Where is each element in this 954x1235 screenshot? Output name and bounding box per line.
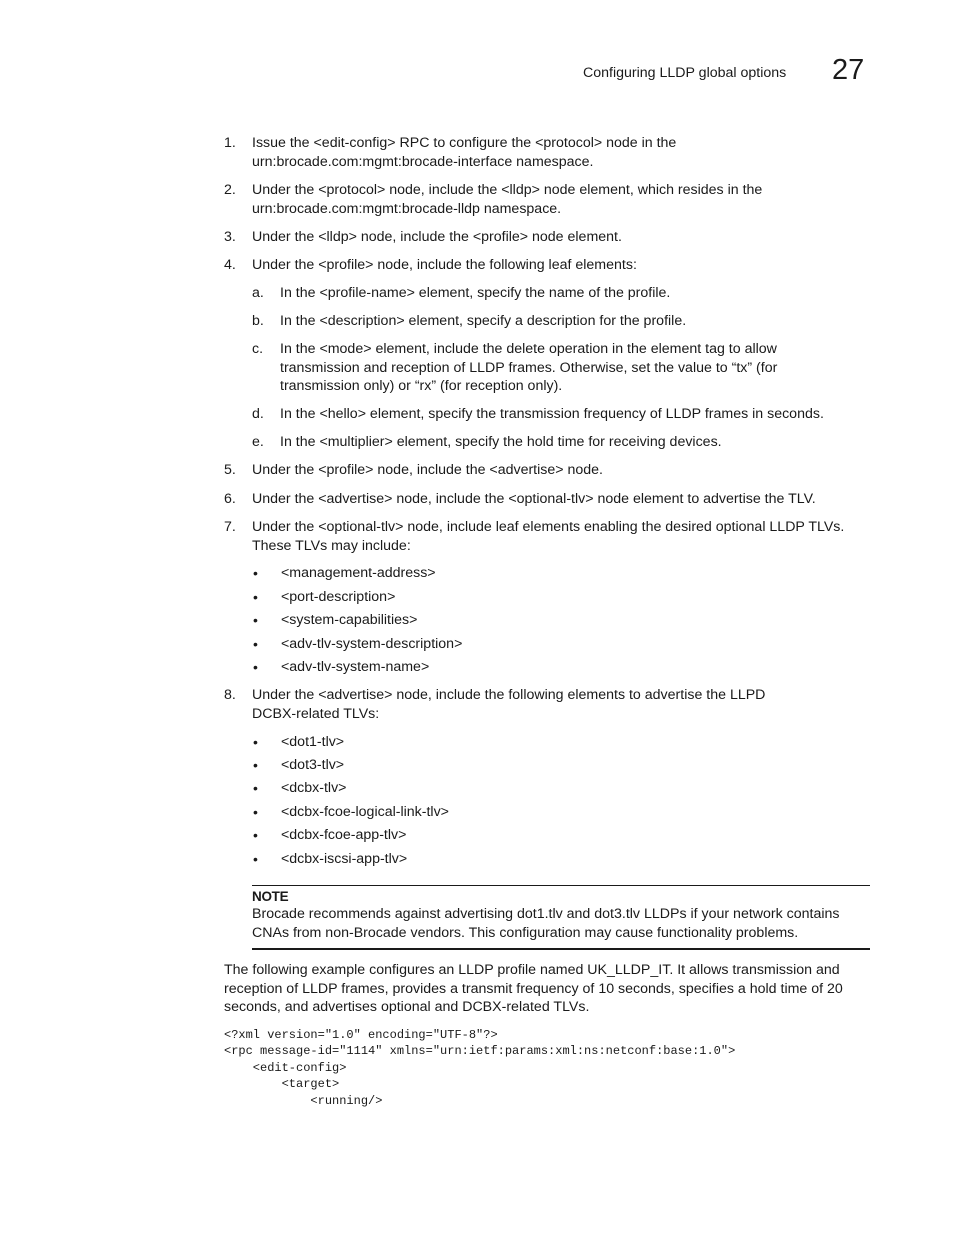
step-text: Under the <lldp> node, include the <profile> node element.: [252, 229, 622, 245]
step-number: 6.: [224, 491, 236, 507]
bullet-icon: •: [253, 636, 258, 652]
list-item-text: <management-address>: [281, 565, 436, 581]
step-text: Issue the <edit-config> RPC to configure the <protocol> node in the urn:brocade.com:mgmt:brocade-interface namespace.: [252, 135, 677, 170]
list-item-text: <dot3-tlv>: [281, 757, 345, 773]
step-text: Under the <protocol> node, include the <lldp> node element, which resides in the urn:brocade.com:mgmt:brocade-lldp namespace.: [252, 182, 763, 217]
chapter-number: 27: [832, 54, 865, 86]
substep-text: In the <profile-name> element, specify the name of the profile.: [280, 285, 671, 301]
bullet-icon: •: [253, 757, 258, 773]
step-number: 8.: [224, 687, 236, 703]
substep-text: In the <multiplier> element, specify the hold time for receiving devices.: [280, 434, 722, 450]
substep-text: In the <hello> element, specify the transmission frequency of LLDP frames in seconds.: [280, 406, 824, 422]
step-number: 5.: [224, 462, 236, 478]
note-label: NOTE: [252, 889, 289, 904]
bullet-icon: •: [253, 804, 258, 820]
step-text: Under the <profile> node, include the following leaf elements:: [252, 257, 637, 273]
code-line: <target>: [224, 1077, 340, 1092]
step-number: 3.: [224, 229, 236, 245]
bullet-icon: •: [253, 659, 258, 675]
code-line: <rpc message-id="1114" xmlns="urn:ietf:params:xml:ns:netconf:base:1.0">: [224, 1044, 736, 1059]
substep-letter: a.: [252, 285, 264, 301]
bullet-icon: •: [253, 612, 258, 628]
step-text: Under the <advertise> node, include the following elements to advertise the LLPD DCBX-related TLVs:: [252, 687, 766, 722]
substep-letter: b.: [252, 313, 264, 329]
bullet-icon: •: [253, 589, 258, 605]
code-line: <running/>: [224, 1093, 383, 1108]
bullet-icon: •: [253, 565, 258, 581]
note-text: Brocade recommends against advertising dot1.tlv and dot3.tlv LLDPs if your network contains CNAs from non-Brocade vendors. This configuration may cause functionality problems.: [252, 906, 840, 941]
list-item-text: <adv-tlv-system-name>: [281, 659, 430, 675]
bullet-icon: •: [253, 780, 258, 796]
running-header-section-title: Configuring LLDP global options: [583, 65, 787, 81]
substep-letter: d.: [252, 406, 264, 422]
substep-text: In the <mode> element, include the delete operation in the element tag to allow transmission and reception of LLDP frames. Otherwise, set the value to “tx” (for transmission only) or “rx” (for reception only).: [280, 341, 778, 394]
substep-letter: c.: [252, 341, 264, 357]
bullet-icon: •: [253, 827, 258, 843]
bullet-icon: •: [253, 851, 258, 867]
list-item-text: <port-description>: [281, 589, 396, 605]
code-line: <edit-config>: [224, 1060, 347, 1075]
list-item-text: <dcbx-tlv>: [281, 780, 347, 796]
substep-letter: e.: [252, 434, 264, 450]
step-text: Under the <optional-tlv> node, include leaf elements enabling the desired optional LLDP TLVs. These TLVs may include:: [252, 519, 845, 554]
list-item-text: <dot1-tlv>: [281, 734, 345, 750]
note-bottom-rule: [252, 948, 870, 950]
list-item-text: <system-capabilities>: [281, 612, 418, 628]
code-line: <?xml version="1.0" encoding="UTF-8"?>: [224, 1028, 498, 1042]
note-top-rule: [252, 885, 870, 886]
list-item-text: <dcbx-fcoe-app-tlv>: [281, 827, 407, 843]
step-number: 4.: [224, 257, 236, 273]
list-item-text: <dcbx-fcoe-logical-link-tlv>: [281, 804, 449, 820]
substep-text: In the <description> element, specify a description for the profile.: [280, 313, 687, 329]
step-text: Under the <profile> node, include the <advertise> node.: [252, 462, 603, 478]
step-number: 2.: [224, 182, 236, 198]
code-block: [224, 1027, 735, 1109]
list-item-text: <dcbx-iscsi-app-tlv>: [281, 851, 408, 867]
bullet-icon: •: [253, 734, 258, 750]
step-number: 7.: [224, 519, 236, 535]
example-paragraph: The following example configures an LLDP profile named UK_LLDP_IT. It allows transmission and reception of LLDP frames, provides a transmit frequency of 10 seconds, specifies a hold time of 20 seconds, and advertises optional and DCBX-related TLVs.: [224, 962, 843, 1015]
step-number: 1.: [224, 135, 236, 151]
step-text: Under the <advertise> node, include the <optional-tlv> node element to advertise the TLV.: [252, 491, 816, 507]
list-item-text: <adv-tlv-system-description>: [281, 636, 463, 652]
